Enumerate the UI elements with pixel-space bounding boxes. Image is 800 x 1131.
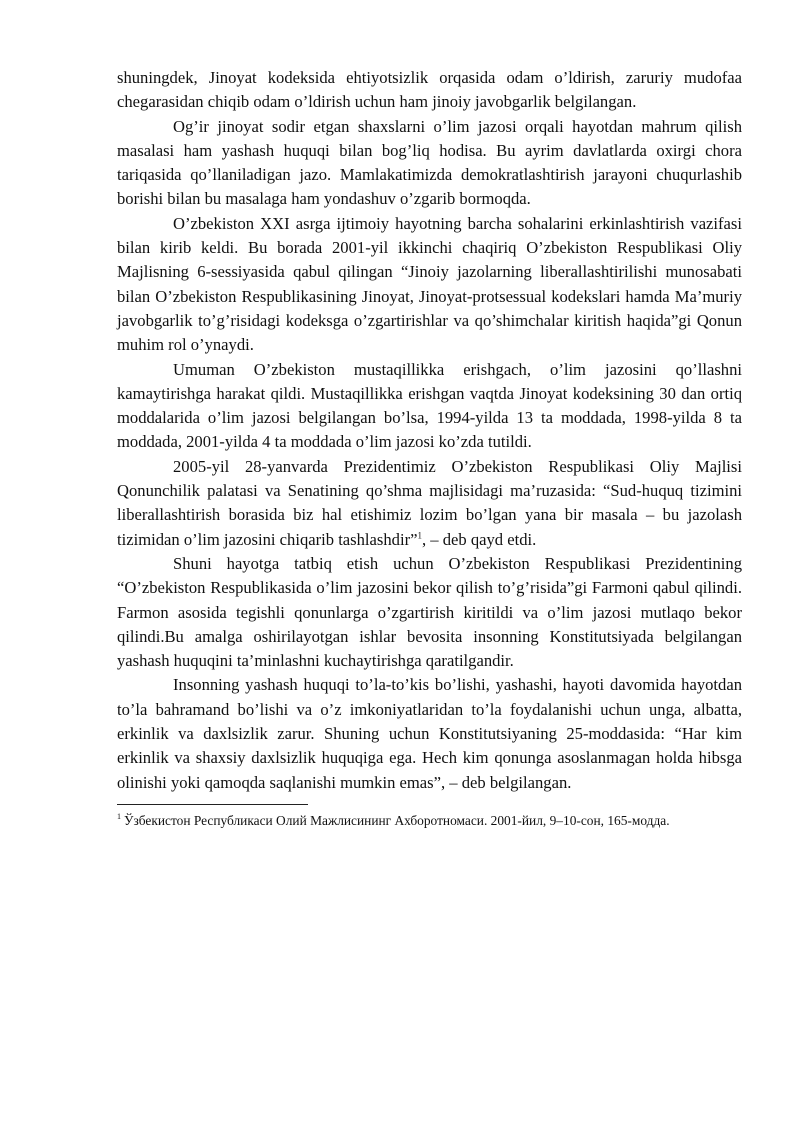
paragraph-2: Og’ir jinoyat sodir etgan shaxslarni o’lim jazosi orqali hayotdan mahrum qilish masalasi ham yashash huquqi bilan bog’liq hodisa. Bu ayrim davlatlarda oxirgi chora tariqasida qo’llaniladigan jazo. Mamlakatimizda demokratlashtirish jarayoni chuqurlashib borishi bilan bu masalaga ham yondashuv o’zgarib bormoqda. — [117, 116, 742, 209]
paragraph-6: Shuni hayotga tatbiq etish uchun O’zbekiston Respublikasi Prezidentining “O’zbekiston Respublikasida o’lim jazosini bekor qilish to’g’risida”gi Farmoni qabul qilindi. Farmon asosida tegishli qonunlarga o’zgartirish kiritildi va o’lim jazosi mutlaqo bekor qilindi.Bu amalga oshirilayotgan ishlar bevosita insonning Konstitutsiyada belgilangan yashash huquqini ta’minlashni kuchaytirishga qaratilgandir. — [117, 553, 742, 671]
paragraph-4: Umuman O’zbekiston mustaqillikka erishgach, o’lim jazosini qo’llashni kamaytirishga harakat qildi. Mustaqillikka erishgan vaqtda Jinoyat kodeksining 30 dan ortiq moddalarida o’lim jazosi belgilangan bo’lsa, 1994-yilda 13 ta moddada, 1998-yilda 8 ta moddada, 2001-yilda 4 ta moddada o’lim jazosi ko’zda tutildi. — [117, 359, 742, 452]
paragraph-3: O’zbekiston XXI asrga ijtimoiy hayotning barcha sohalarini erkinlashtirish vazifasi bilan kirib keldi. Bu borada 2001-yil ikkinchi chaqiriq O’zbekiston Respublikasi Oliy Majlisning 6-sessiyasida qabul qilingan “Jinoiy jazolarning liberallashtirilishi munosabati bilan O’zbekiston Respublikasining Jinoyat, Jinoyat-protsessual kodekslari hamda Ma’muriy javobgarlik to’g’risidagi kodeksga o’zgartirishlar va qo’shimchalar kiritish haqida”gi Qonun muhim rol o’ynaydi. — [117, 213, 742, 355]
footnote-reference[interactable]: 1 — [417, 530, 422, 541]
paragraph-5-ending: , – deb qayd etdi. — [421, 529, 537, 549]
footnote-text: Ўзбекистон Республикаси Олий Мажлисининг Ахборотномаси. 2001-йил, 9–10-сон, 165-модда. — [124, 812, 670, 828]
paragraph-1: shuningdek, Jinoyat kodeksida ehtiyotsizlik orqasida odam o’ldirish, zaruriy mudofaa chegarasidan chiqib odam o’ldirish uchun ham jinoiy javobgarlik belgilangan. — [117, 68, 742, 112]
footnote-number: 1 — [117, 812, 121, 822]
paragraph-7: Insonning yashash huquqi to’la-to’kis bo’lishi, yashashi, hayoti davomida hayotdan to’la bahramand bo’lishi va o’z imkoniyatlaridan to’la foydalanishi uchun unga, albatta, erkinlik va daxlsizlik zarur. Shuning uchun Konstitutsiyaning 25-moddasida: “Har kim erkinlik va shaxsiy daxlsizlik huquqiga ega. Hech kim qonunga asoslanmagan holda hibsga olinishi yoki qamoqda saqlanishi mumkin emas”, – deb belgilangan. — [117, 675, 742, 792]
document-page — [117, 66, 742, 830]
paragraph-5-text: 2005-yil 28-yanvarda Prezidentimiz O’zbekiston Respublikasi Oliy Majlisi Qonunchilik palatasi va Senatining qo’shma majlisidagi ma’ruzasida: “Sud-huquq tizimini liberallashtirish borasida biz hal etishimiz lozim bo’lgan yana bir masala – bu jazolash tizimidan o’lim jazosini chiqarib tashlashdir” — [117, 456, 742, 549]
footnote-separator — [117, 804, 308, 805]
footnote — [117, 811, 742, 831]
paragraph-5 — [117, 455, 742, 552]
